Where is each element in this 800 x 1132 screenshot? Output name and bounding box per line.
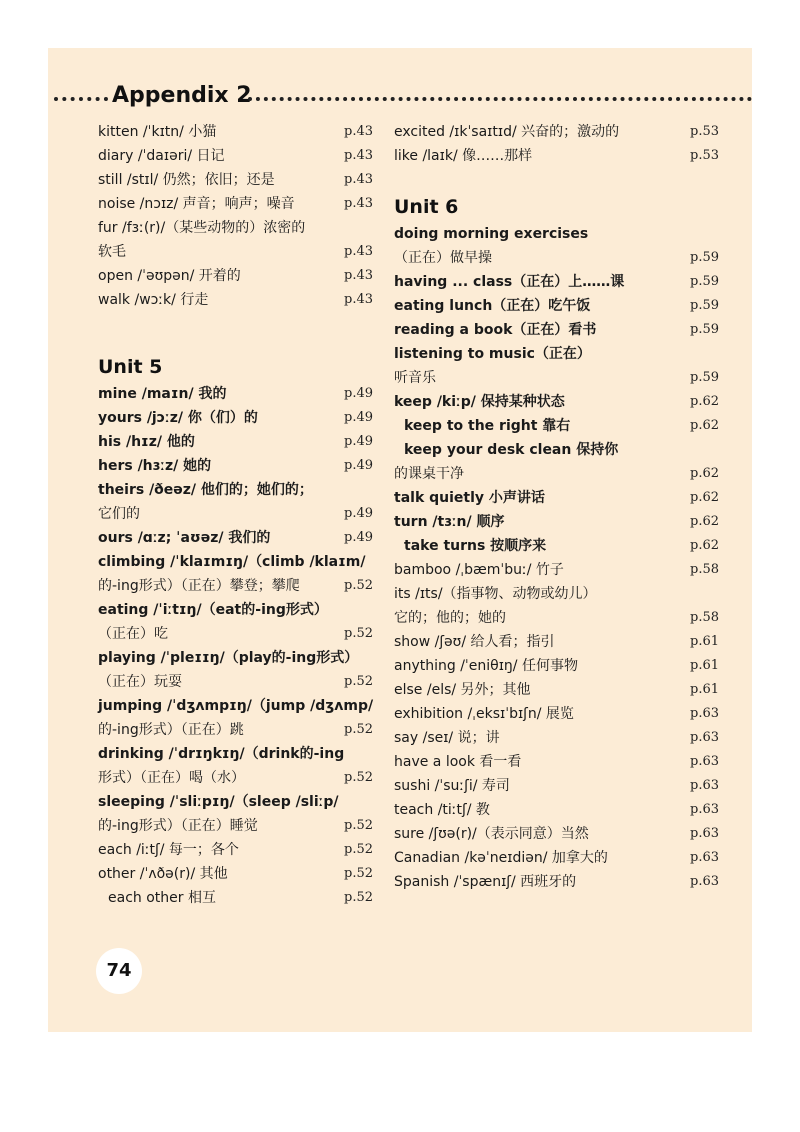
entry-text: like /laɪk/ 像……那样 — [394, 148, 533, 164]
entry-page-ref: p.61 — [690, 634, 719, 649]
glossary-entry — [394, 120, 719, 144]
entry-text: having ... class（正在）上……课 — [394, 274, 625, 290]
glossary-entry — [394, 510, 719, 534]
entry-text: climbing /ˈklaɪmɪŋ/（climb /klaɪm/ — [98, 554, 366, 570]
entry-text: Spanish /ˈspænɪʃ/ 西班牙的 — [394, 874, 577, 890]
entry-text: 听音乐 — [394, 370, 436, 386]
entry-page-ref: p.49 — [344, 410, 373, 425]
entry-text: keep your desk clean 保持你 — [404, 442, 619, 458]
unit-5-heading-label: Unit 5 — [98, 356, 163, 378]
entry-page-ref: p.62 — [690, 418, 719, 433]
glossary-entry — [98, 502, 373, 526]
entry-text: hers /hɜːz/ 她的 — [98, 458, 212, 474]
entry-page-ref: p.43 — [344, 244, 373, 259]
glossary-entry — [394, 414, 719, 438]
entry-text: （正在）做早操 — [394, 250, 492, 266]
glossary-entry — [394, 846, 719, 870]
glossary-entry — [394, 678, 719, 702]
glossary-entry — [98, 574, 373, 598]
appendix-title-row — [48, 82, 752, 110]
entry-page-ref: p.43 — [344, 124, 373, 139]
entry-text: its /ɪts/（指事物、动物或幼儿） — [394, 586, 597, 602]
entry-text: 的-ing形式）（正在）睡觉 — [98, 818, 258, 834]
glossary-entry — [394, 798, 719, 822]
entry-page-ref: p.52 — [344, 842, 373, 857]
glossary-entry — [394, 558, 719, 582]
glossary-entry — [98, 264, 373, 288]
glossary-entry — [394, 870, 719, 894]
glossary-entry — [394, 774, 719, 798]
entry-page-ref: p.59 — [690, 322, 719, 337]
entry-text: sure /ʃʊə(r)/（表示同意）当然 — [394, 826, 589, 842]
entry-text: sushi /ˈsuːʃi/ 寿司 — [394, 778, 510, 794]
glossary-entry — [394, 294, 719, 318]
glossary-entry — [394, 534, 719, 558]
entry-text: sleeping /ˈsliːpɪŋ/（sleep /sliːp/ — [98, 794, 339, 810]
entry-text: anything /ˈeniθɪŋ/ 任何事物 — [394, 658, 578, 674]
entry-page-ref: p.53 — [690, 124, 719, 139]
entry-text: 形式）（正在）喝（水） — [98, 770, 245, 786]
glossary-entry — [98, 670, 373, 694]
entry-page-ref: p.63 — [690, 730, 719, 745]
entry-page-ref: p.62 — [690, 394, 719, 409]
right-column — [394, 120, 719, 894]
dotted-rule-right — [248, 97, 752, 101]
entry-page-ref: p.43 — [344, 292, 373, 307]
entry-text: （正在）玩耍 — [98, 674, 182, 690]
entry-text: excited /ɪkˈsaɪtɪd/ 兴奋的；激动的 — [394, 124, 620, 140]
entry-text: his /hɪz/ 他的 — [98, 434, 195, 450]
entry-text: open /ˈəʊpən/ 开着的 — [98, 268, 241, 284]
glossary-entry — [98, 694, 373, 718]
entry-page-ref: p.49 — [344, 386, 373, 401]
entry-page-ref: p.62 — [690, 514, 719, 529]
entry-page-ref: p.49 — [344, 458, 373, 473]
entry-page-ref: p.63 — [690, 826, 719, 841]
entry-text: playing /ˈpleɪɪŋ/（play的-ing形式） — [98, 650, 359, 666]
entry-text: walk /wɔːk/ 行走 — [98, 292, 209, 308]
entry-page-ref: p.63 — [690, 754, 719, 769]
entry-page-ref: p.63 — [690, 802, 719, 817]
glossary-entry — [98, 814, 373, 838]
entry-page-ref: p.58 — [690, 610, 719, 625]
glossary-entry — [394, 462, 719, 486]
glossary-entry — [394, 822, 719, 846]
glossary-entry — [98, 288, 373, 312]
entry-page-ref: p.52 — [344, 770, 373, 785]
entry-page-ref: p.62 — [690, 490, 719, 505]
glossary-entry — [394, 246, 719, 270]
entry-text: say /seɪ/ 说；讲 — [394, 730, 500, 746]
glossary-entry — [394, 486, 719, 510]
entry-text: jumping /ˈdʒʌmpɪŋ/（jump /dʒʌmp/ — [98, 698, 374, 714]
entry-text: 软毛 — [98, 244, 126, 260]
entry-page-ref: p.43 — [344, 172, 373, 187]
glossary-entry — [98, 886, 373, 910]
entry-page-ref: p.62 — [690, 538, 719, 553]
spacer — [98, 312, 373, 348]
glossary-entry — [394, 342, 719, 366]
glossary-entry — [98, 550, 373, 574]
unit-6-heading — [394, 188, 719, 222]
glossary-entry — [98, 120, 373, 144]
glossary-entry — [98, 478, 373, 502]
glossary-entry — [394, 270, 719, 294]
entry-page-ref: p.53 — [690, 148, 719, 163]
glossary-entry — [98, 144, 373, 168]
entry-text: keep to the right 靠右 — [404, 418, 571, 434]
glossary-entry — [394, 144, 719, 168]
appendix-title: Appendix 2 — [112, 83, 252, 108]
entry-text: reading a book（正在）看书 — [394, 322, 597, 338]
entry-text: fur /fɜː(r)/（某些动物的）浓密的 — [98, 220, 306, 236]
entry-text: ours /ɑːz; ˈaʊəz/ 我们的 — [98, 530, 271, 546]
document-page — [48, 48, 752, 1032]
glossary-entry — [98, 598, 373, 622]
entry-text: eating /ˈiːtɪŋ/（eat的-ing形式） — [98, 602, 328, 618]
glossary-entry — [98, 766, 373, 790]
glossary-entry — [394, 606, 719, 630]
entry-text: 的-ing形式）（正在）跳 — [98, 722, 244, 738]
entry-page-ref: p.59 — [690, 274, 719, 289]
entry-page-ref: p.43 — [344, 148, 373, 163]
dotted-rule-left — [54, 97, 108, 101]
glossary-entry — [98, 168, 373, 192]
entry-page-ref: p.63 — [690, 778, 719, 793]
entry-text: kitten /ˈkɪtn/ 小猫 — [98, 124, 217, 140]
glossary-entry — [394, 750, 719, 774]
glossary-entry — [98, 216, 373, 240]
entry-text: drinking /ˈdrɪŋkɪŋ/（drink的-ing — [98, 746, 345, 762]
glossary-entry — [98, 646, 373, 670]
entry-text: talk quietly 小声讲话 — [394, 490, 545, 506]
entry-page-ref: p.59 — [690, 298, 719, 313]
glossary-entry — [98, 382, 373, 406]
entry-page-ref: p.52 — [344, 866, 373, 881]
entry-text: listening to music（正在） — [394, 346, 591, 362]
entry-text: 它们的 — [98, 506, 140, 522]
glossary-entry — [394, 438, 719, 462]
entry-page-ref: p.43 — [344, 268, 373, 283]
glossary-entry — [394, 366, 719, 390]
entry-text: each other 相互 — [108, 890, 216, 906]
glossary-entry — [98, 718, 373, 742]
glossary-entry — [98, 406, 373, 430]
entry-page-ref: p.59 — [690, 370, 719, 385]
entry-text: turn /tɜːn/ 顺序 — [394, 514, 505, 530]
glossary-entry — [394, 630, 719, 654]
entry-page-ref: p.49 — [344, 506, 373, 521]
entry-text: 的-ing形式）（正在）攀登；攀爬 — [98, 578, 300, 594]
entry-page-ref: p.43 — [344, 196, 373, 211]
entry-page-ref: p.52 — [344, 674, 373, 689]
entry-text: eating lunch（正在）吃午饭 — [394, 298, 591, 314]
entry-text: Canadian /kəˈneɪdiən/ 加拿大的 — [394, 850, 608, 866]
glossary-entry — [394, 222, 719, 246]
glossary-entry — [98, 862, 373, 886]
glossary-entry — [98, 454, 373, 478]
glossary-entry — [98, 240, 373, 264]
left-column — [98, 120, 373, 910]
entry-text: bamboo /ˌbæmˈbuː/ 竹子 — [394, 562, 564, 578]
unit-6-heading-label: Unit 6 — [394, 196, 459, 218]
entry-text: keep /kiːp/ 保持某种状态 — [394, 394, 565, 410]
unit-5-heading — [98, 348, 373, 382]
spacer — [394, 168, 719, 188]
entry-page-ref: p.63 — [690, 706, 719, 721]
entry-page-ref: p.49 — [344, 530, 373, 545]
entry-text: have a look 看一看 — [394, 754, 522, 770]
entry-page-ref: p.58 — [690, 562, 719, 577]
entry-text: 它的；他的；她的 — [394, 610, 506, 626]
entry-text: exhibition /ˌeksɪˈbɪʃn/ 展览 — [394, 706, 574, 722]
entry-text: diary /ˈdaɪəri/ 日记 — [98, 148, 225, 164]
entry-text: （正在）吃 — [98, 626, 168, 642]
entry-page-ref: p.52 — [344, 890, 373, 905]
entry-text: theirs /ðeəz/ 他们的；她们的； — [98, 482, 313, 498]
page-number: 74 — [96, 948, 142, 994]
glossary-entry — [98, 192, 373, 216]
glossary-entry — [394, 702, 719, 726]
glossary-entry — [98, 742, 373, 766]
entry-text: else /els/ 另外；其他 — [394, 682, 531, 698]
entry-text: teach /tiːtʃ/ 教 — [394, 802, 490, 818]
glossary-entry — [98, 430, 373, 454]
entry-page-ref: p.61 — [690, 682, 719, 697]
entry-text: 的课桌干净 — [394, 466, 464, 482]
entry-text: mine /maɪn/ 我的 — [98, 386, 227, 402]
glossary-entry — [394, 318, 719, 342]
entry-text: doing morning exercises — [394, 226, 589, 242]
glossary-entry — [394, 726, 719, 750]
entry-page-ref: p.49 — [344, 434, 373, 449]
entry-text: other /ˈʌðə(r)/ 其他 — [98, 866, 228, 882]
entry-page-ref: p.52 — [344, 578, 373, 593]
entry-page-ref: p.59 — [690, 250, 719, 265]
entry-page-ref: p.63 — [690, 850, 719, 865]
glossary-entry — [394, 582, 719, 606]
entry-text: show /ʃəʊ/ 给人看；指引 — [394, 634, 555, 650]
entry-text: still /stɪl/ 仍然；依旧；还是 — [98, 172, 275, 188]
entry-text: take turns 按顺序来 — [404, 538, 547, 554]
entry-text: yours /jɔːz/ 你（们）的 — [98, 410, 258, 426]
entry-text: each /iːtʃ/ 每一；各个 — [98, 842, 239, 858]
glossary-entry — [98, 526, 373, 550]
glossary-entry — [98, 790, 373, 814]
entry-page-ref: p.52 — [344, 626, 373, 641]
glossary-entry — [98, 838, 373, 862]
entry-page-ref: p.52 — [344, 818, 373, 833]
entry-page-ref: p.61 — [690, 658, 719, 673]
entry-page-ref: p.62 — [690, 466, 719, 481]
glossary-entry — [394, 654, 719, 678]
glossary-entry — [394, 390, 719, 414]
entry-text: noise /nɔɪz/ 声音；响声；噪音 — [98, 196, 295, 212]
entry-page-ref: p.63 — [690, 874, 719, 889]
glossary-entry — [98, 622, 373, 646]
entry-page-ref: p.52 — [344, 722, 373, 737]
